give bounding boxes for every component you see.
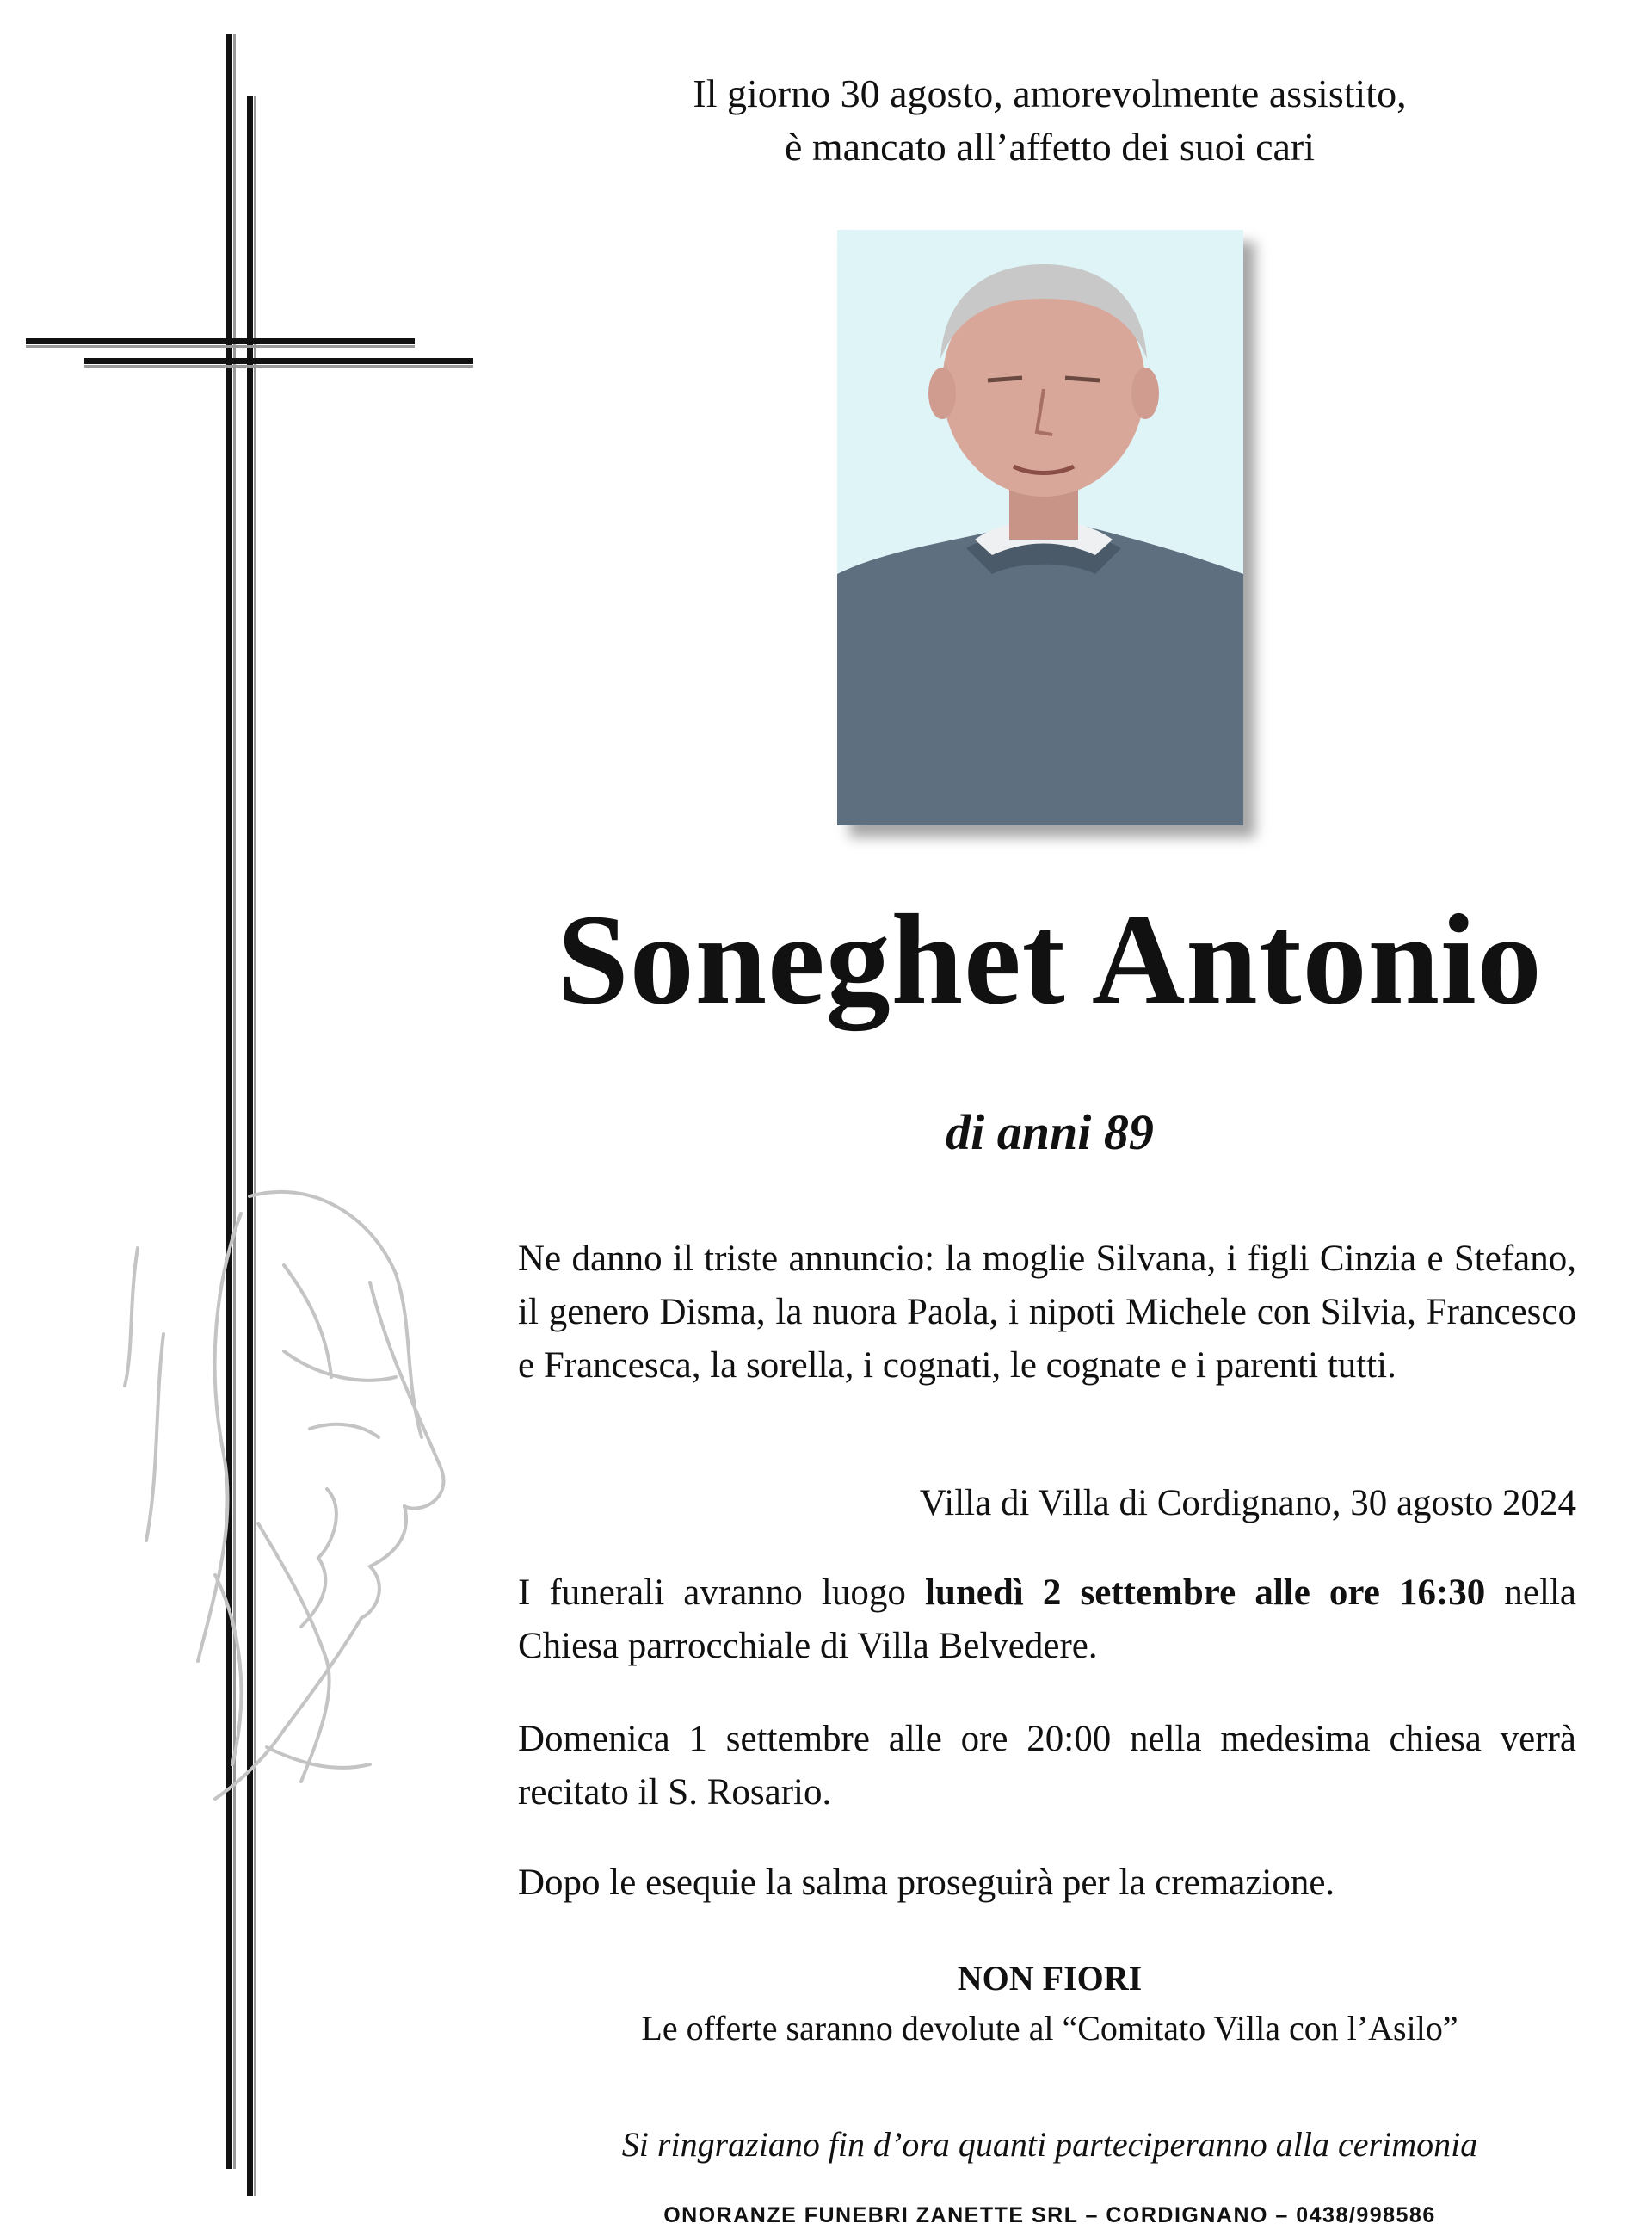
deceased-name: Soneghet Antonio [557, 888, 1543, 1031]
deceased-age: di anni 89 [946, 1104, 1154, 1160]
funeral-paragraph [518, 1566, 1576, 1673]
christ-sketch-icon [112, 1179, 499, 1816]
funeral-text-post: nella Chiesa parrocchiale di Villa Belvedere. [518, 1572, 1576, 1666]
funeral-home-footer: ONORANZE FUNEBRI ZANETTE SRL – CORDIGNANO – 0438/998586 [663, 2203, 1436, 2227]
intro-line-2: è mancato all’affetto dei suoi cari [784, 125, 1316, 169]
funeral-datetime: lunedì 2 settembre alle ore 16:30 [925, 1572, 1486, 1613]
portrait-photo [837, 230, 1243, 825]
donations-text: Le offerte saranno devolute al “Comitato Villa con l’Asilo” [641, 2009, 1458, 2048]
rosary-paragraph: Domenica 1 settembre alle ore 20:00 nella medesima chiesa verrà recitato il S. Rosario. [518, 1719, 1576, 1813]
thanks-text: Si ringraziano fin d’ora quanti parteciperanno alla cerimonia [621, 2125, 1478, 2164]
announcement-paragraph: Ne danno il triste annuncio: la moglie Silvana, i figli Cinzia e Stefano, il genero Disma, la nuora Paola, i nipoti Michele con Silvia, Francesco e Francesca, la sorella, i cognati, le cognate e i parenti tutti. [518, 1238, 1576, 1386]
cremation-paragraph: Dopo le esequie la salma proseguirà per la cremazione. [518, 1862, 1335, 1903]
place-date: Villa di Villa di Cordignano, 30 agosto 2024 [919, 1483, 1576, 1523]
intro-line-1: Il giorno 30 agosto, amorevolmente assistito, [693, 71, 1407, 115]
intro-text [516, 67, 1583, 174]
non-fiori-heading: NON FIORI [957, 1959, 1143, 1998]
funeral-text-pre: I funerali avranno luogo [518, 1572, 926, 1613]
cross-icon [0, 0, 516, 2236]
